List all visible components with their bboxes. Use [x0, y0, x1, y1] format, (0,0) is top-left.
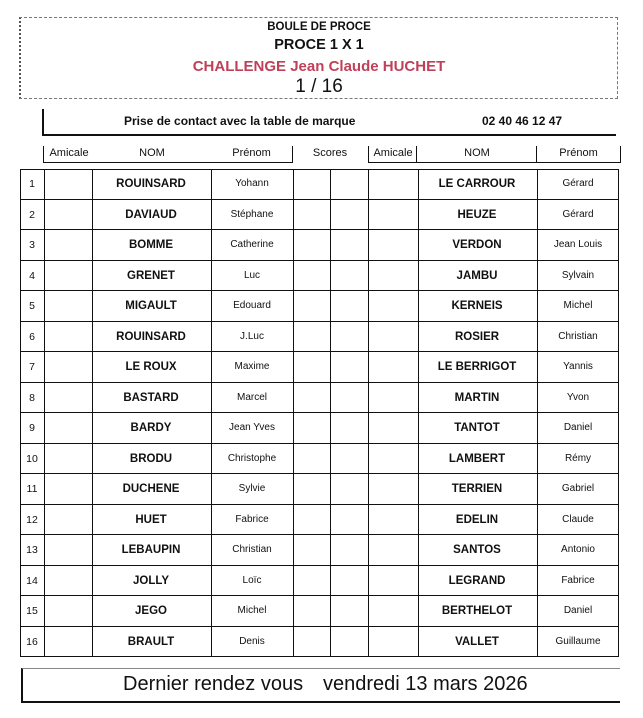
- table-row: [20, 474, 619, 505]
- contact-label: Prise de contact avec la table de marque: [124, 114, 356, 128]
- player-prenom: Christophe: [227, 452, 277, 464]
- player-nom: ROUINSARD: [116, 178, 186, 190]
- column-header-label: Scores: [312, 147, 348, 159]
- opponent-nom: VALLET: [455, 635, 499, 648]
- opponent-prenom: Yvon: [566, 391, 590, 403]
- row-number: 9: [29, 422, 35, 434]
- opponent-prenom: Daniel: [563, 422, 593, 433]
- player-prenom: Yohann: [235, 178, 269, 189]
- player-prenom: Sylvie: [238, 483, 266, 494]
- column-header-prenom-2: [536, 146, 621, 163]
- table-row: [20, 261, 619, 292]
- table-row: [20, 383, 619, 414]
- opponent-nom: TANTOT: [454, 422, 500, 434]
- player-prenom: Denis: [239, 635, 265, 647]
- org-title: BOULE DE PROCE: [267, 21, 371, 33]
- player-nom: HUET: [135, 513, 167, 526]
- row-number: 8: [29, 391, 35, 404]
- opponent-nom: LE CARROUR: [438, 178, 516, 190]
- player-nom: JEGO: [135, 605, 167, 617]
- opponent-nom: VERDON: [452, 239, 502, 251]
- row-number: 6: [29, 330, 35, 343]
- player-prenom: Marcel: [236, 391, 267, 403]
- opponent-nom: BERTHELOT: [441, 605, 513, 617]
- column-header-scores: [300, 146, 360, 162]
- player-prenom: Edouard: [233, 300, 271, 311]
- opponent-prenom: Claude: [562, 513, 594, 525]
- player-prenom: Catherine: [230, 239, 274, 250]
- column-header-label: Amicale: [49, 147, 89, 159]
- row-number: 13: [26, 544, 38, 556]
- column-header-label: Prénom: [559, 147, 598, 159]
- player-prenom: Fabrice: [235, 513, 269, 525]
- opponent-nom: KERNEIS: [451, 300, 503, 312]
- row-number: 3: [29, 239, 35, 251]
- row-number: 15: [26, 605, 38, 617]
- opponent-prenom: Gérard: [562, 208, 594, 220]
- column-header-label: NOM: [464, 147, 490, 159]
- opponent-nom: LEGRAND: [448, 574, 506, 587]
- column-header-label: NOM: [139, 147, 165, 159]
- table-row: [20, 505, 619, 536]
- challenge-title: CHALLENGE Jean Claude HUCHET: [192, 58, 446, 75]
- player-nom: BRAULT: [127, 635, 175, 648]
- player-prenom: Stéphane: [230, 208, 274, 220]
- player-nom: JOLLY: [132, 574, 169, 587]
- player-prenom: Luc: [243, 269, 261, 281]
- player-nom: DAVIAUD: [125, 208, 177, 221]
- opponent-nom: TERRIEN: [451, 483, 503, 495]
- row-number: 12: [26, 513, 38, 526]
- row-number: 7: [29, 361, 35, 373]
- opponent-prenom: Antonio: [561, 544, 595, 555]
- player-prenom: Jean Yves: [229, 422, 275, 433]
- opponent-prenom: Sylvain: [561, 269, 595, 281]
- player-nom: LEBAUPIN: [121, 544, 181, 556]
- opponent-prenom: Rémy: [564, 452, 592, 464]
- opponent-prenom: Gabriel: [561, 483, 595, 494]
- player-prenom: Christian: [232, 544, 272, 555]
- player-nom: BRODU: [129, 452, 173, 465]
- player-prenom: Loïc: [242, 574, 262, 586]
- opponent-nom: ROSIER: [454, 330, 500, 343]
- opponent-prenom: Guillaume: [555, 635, 601, 647]
- table-row: [20, 444, 619, 475]
- opponent-prenom: Jean Louis: [553, 239, 603, 250]
- table-row: [20, 627, 619, 658]
- row-number: 1: [29, 178, 35, 190]
- opponent-prenom: Christian: [558, 330, 598, 342]
- column-header-prenom: [211, 146, 293, 163]
- column-header-nom: [93, 146, 211, 163]
- row-number: 14: [26, 574, 38, 587]
- contact-phone: 02 40 46 12 47: [482, 114, 563, 128]
- player-nom: DUCHENE: [122, 483, 180, 495]
- table-row: [20, 169, 619, 200]
- document-header: [19, 17, 618, 99]
- footer-date: vendredi 13 mars 2026: [323, 673, 528, 695]
- column-header-amicale: [43, 146, 94, 163]
- player-nom: GRENET: [127, 269, 175, 282]
- row-number: 5: [29, 300, 35, 312]
- opponent-nom: SANTOS: [453, 544, 501, 556]
- player-prenom: J.Luc: [240, 330, 264, 342]
- opponent-prenom: Fabrice: [561, 574, 595, 586]
- row-number: 10: [26, 452, 38, 465]
- player-nom: BOMME: [128, 239, 174, 251]
- column-header-label: Amicale: [373, 147, 413, 159]
- opponent-prenom: Gérard: [562, 178, 594, 189]
- footer-label: Dernier rendez vous: [123, 673, 304, 695]
- player-nom: ROUINSARD: [116, 330, 186, 343]
- row-number: 11: [26, 483, 38, 495]
- opponent-prenom: Michel: [563, 300, 593, 311]
- table-row: [20, 200, 619, 231]
- table-row: [20, 352, 619, 383]
- row-number: 4: [29, 269, 35, 282]
- table-row: [20, 535, 619, 566]
- column-header-amicale-2: [368, 146, 417, 163]
- player-nom: BARDY: [130, 422, 172, 434]
- player-nom: BASTARD: [123, 391, 179, 404]
- opponent-prenom: Yannis: [563, 361, 593, 372]
- table-row: [20, 596, 619, 627]
- opponent-nom: LE BERRIGOT: [437, 361, 517, 373]
- player-prenom: Michel: [237, 605, 267, 616]
- table-row: [20, 322, 619, 353]
- opponent-nom: LAMBERT: [448, 452, 506, 465]
- player-nom: LE ROUX: [125, 361, 177, 373]
- table-row: [20, 413, 619, 444]
- opponent-nom: JAMBU: [456, 269, 498, 282]
- contact-box: [42, 109, 616, 136]
- format-title: PROCE 1 X 1: [274, 37, 364, 53]
- footer-box: [21, 668, 620, 703]
- player-prenom: Maxime: [234, 361, 270, 372]
- row-number: 16: [26, 635, 38, 648]
- table-row: [20, 230, 619, 261]
- opponent-nom: MARTIN: [454, 391, 500, 404]
- table-row: [20, 291, 619, 322]
- round-label: 1 / 16: [295, 76, 343, 97]
- column-header-label: Prénom: [232, 147, 271, 159]
- opponent-nom: EDELIN: [455, 513, 499, 526]
- column-header-nom-2: [416, 146, 537, 163]
- row-number: 2: [29, 208, 35, 221]
- opponent-prenom: Daniel: [563, 605, 593, 616]
- opponent-nom: HEUZE: [457, 208, 497, 221]
- table-row: [20, 566, 619, 597]
- player-nom: MIGAULT: [125, 300, 177, 312]
